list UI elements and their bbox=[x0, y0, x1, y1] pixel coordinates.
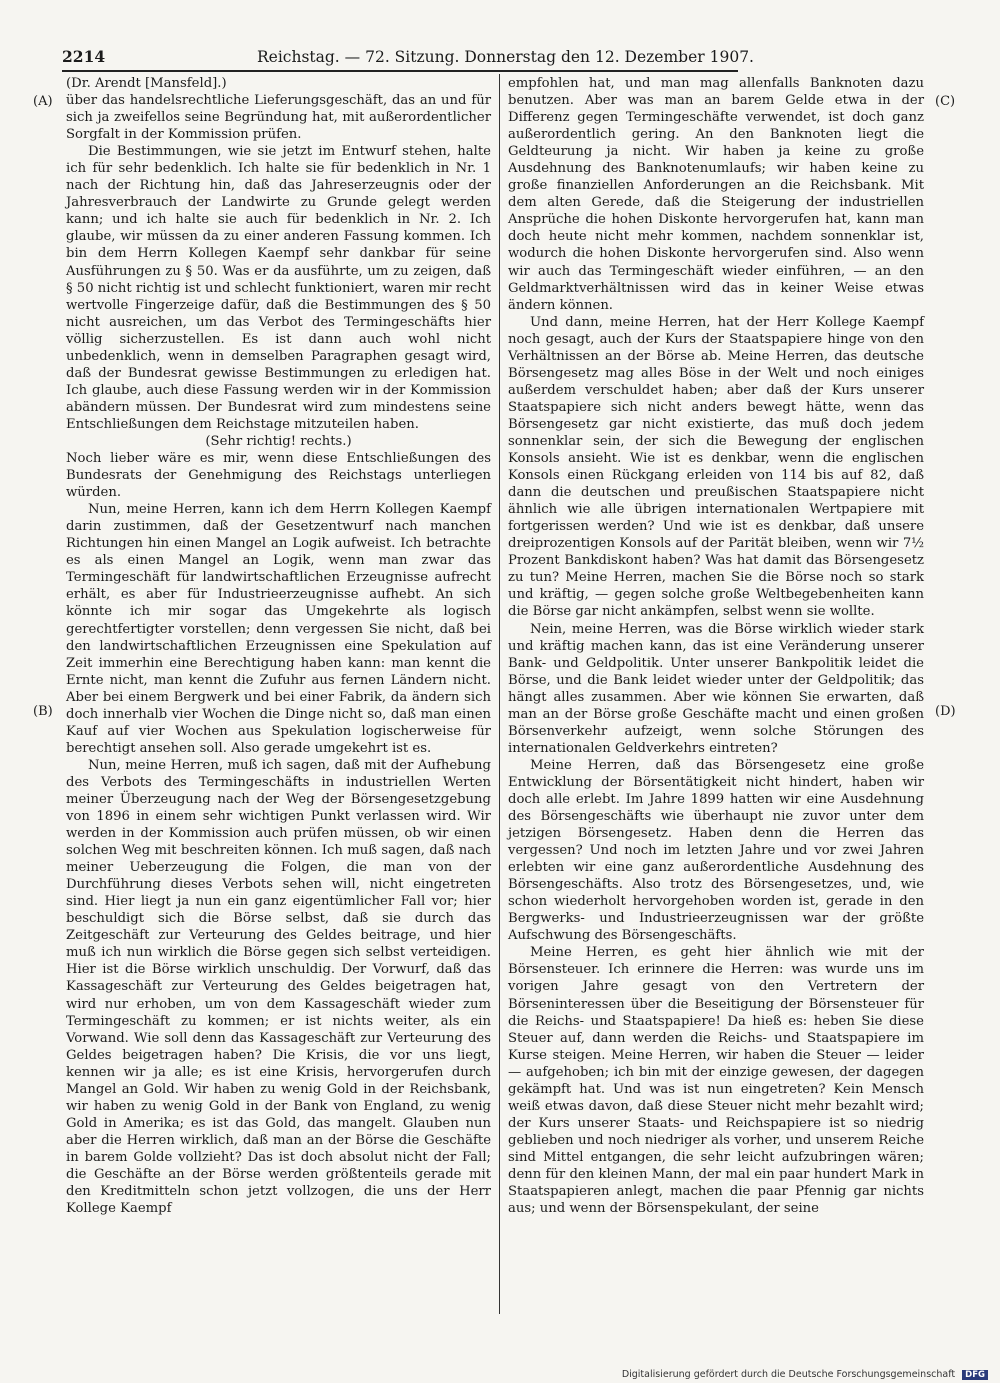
footer-text: Digitalisierung gefördert durch die Deutsche Forschungsgemeinschaft bbox=[621, 1369, 956, 1380]
interjection: (Sehr richtig! rechts.) bbox=[205, 433, 352, 449]
page-number: 2214 bbox=[62, 47, 106, 66]
paragraph: Nun, meine Herren, kann ich dem Herrn Kollegen Kaempf darin zustimmen, daß der Gesetzentwurf nach manchen Richtungen hin einen Mangel an Logik aufweist. Ich betrachte es als einen Mangel an Logik, wenn man zwar das Termingeschäft für landwirtschaftlichen Erzeugnisse aufrecht erhält, es aber für Industrieerzeugnisse aufhebt. An sich könnte ich mir sogar das Umgekehrte als logisch gerechtfertigter vorstellen; denn vergessen Sie nicht, daß bei den landwirtschaftlichen Erzeugnissen eine Spekulation auf Zeit immerhin eine Berechtigung haben kann: man kennt die Ernte nicht, man kennt die Zufuhr aus fernen Ländern nicht. Aber bei einem Bergwerk und bei einer Fabrik, da ändern sich doch innerhalb vier Wochen die Dinge nicht so, daß man einen Kauf auf vier Wochen aus Spekulation logischerweise für berechtigt ansehen soll. Also gerade umgekehrt ist es. bbox=[66, 502, 491, 756]
header-rule bbox=[62, 70, 738, 72]
column-divider bbox=[499, 74, 500, 1314]
footer-credit bbox=[622, 1369, 988, 1380]
margin-marker-c: (C) bbox=[935, 94, 956, 109]
paragraph: Die Bestimmungen, wie sie jetzt im Entwurf stehen, halte ich für sehr bedenklich. Ich halte sie für bedenklich in Nr. 1 nach der Richtung hin, daß das Jahreserzeugnis oder der Jahresverbrauch der Landwirte zu Grunde gelegt werden kann; und ich halte sie auch für bedenklich in Nr. 2. Ich glaube, wir müssen da zu einer anderen Fassung kommen. Ich bin dem Herrn Kollegen Kaempf sehr dankbar für seine Ausführungen zu § 50. Was er da ausführte, um zu zeigen, daß § 50 nicht richtig ist und schlecht funktioniert, waren mir recht wertvolle Fingerzeige dafür, daß die Bestimmungen des § 50 nicht ausreichen, um das Verbot des Termingeschäfts hier völlig sicherzustellen. Es ist dann auch wohl nicht unbedenklich, wenn in demselben Paragraphen gesagt wird, daß der Bundesrat gewisse Bestimmungen zu erledigen hat. Ich glaube, auch diese Fassung werden wir in der Kommission abändern müssen. Der Bundesrat wird zum mindestens seine Entschließungen dem Reichstage mitzuteilen haben. bbox=[66, 144, 491, 432]
paragraph: Meine Herren, daß das Börsengesetz eine große Entwicklung der Börsentätigkeit nicht hindert, haben wir doch alle erlebt. Im Jahre 1899 hatten wir eine Ausdehnung des Börsengeschäfts wie überhaupt nie zuvor unter dem jetzigen Börsengesetz. Haben denn die Herren das vergessen? Und noch im letzten Jahre und vor zwei Jahren erlebten wir eine ganz außerordentliche Ausdehnung des Börsengeschäfts. Also trotz des Börsengesetzes, und, wie schon wiederholt hervorgehoben worden ist, gerade in den Bergwerks- und Industrieerzeugnissen war der größte Aufschwung des Börsengeschäfts. bbox=[508, 757, 924, 944]
right-column bbox=[508, 75, 924, 1217]
margin-marker-b: (B) bbox=[33, 704, 53, 719]
margin-marker-a: (A) bbox=[33, 94, 53, 109]
paragraph: Noch lieber wäre es mir, wenn diese Entschließungen des Bundesrats der Genehmigung des Reichstags unterliegen würden. bbox=[66, 451, 491, 501]
speaker-line: (Dr. Arendt [Mansfeld].) bbox=[66, 76, 227, 91]
paragraph: Und dann, meine Herren, hat der Herr Kollege Kaempf noch gesagt, auch der Kurs der Staatspapiere hinge von den Verhältnissen an der Börse ab. Meine Herren, das deutsche Börsengesetz mag alles Böse in der Welt und noch einiges außerdem verschuldet haben; aber daß der Kurs unserer Staatspapiere sich nicht anders bewegt hätte, wenn das Börsengesetz gar nicht existierte, das muß doch jedem sonnenklar sein, der sich die Bewegung der englischen Konsols ansieht. Wie ist es denkbar, wenn die englischen Konsols einen Rückgang erleiden von 114 bis auf 82, daß dann die deutschen und preußischen Staatspapiere nicht ähnlich wie alle übrigen internationalen Wertpapiere mit fortgerissen werden? Und wie ist es denkbar, daß unsere dreiprozentigen Konsols auf der Parität bleiben, wenn wir 7½ Prozent Bankdiskont haben? Was hat damit das Börsengesetz zu tun? Meine Herren, machen Sie die Börse noch so stark und kräftig, — gegen solche große Weltbegebenheiten kann die Börse gar nicht ankämpfen, selbst wenn sie wollte. bbox=[508, 314, 924, 620]
paragraph: empfohlen hat, und man mag allenfalls Banknoten dazu benutzen. Aber was man an barem Gelde etwa in der Differenz gegen Termingeschäfte verwendet, ist doch ganz außerordentlich gering. An den Banknoten liegt die Geldteurung ja nicht. Wir haben ja keine zu große Ausdehnung des Banknotenumlaufs; wir haben keine zu große finanziellen Anforderungen an die Reichsbank. Mit dem alten Gerede, daß die Steigerung der industriellen Ansprüche die hohen Diskonte hervorgerufen hat, kann man doch heute nicht mehr kommen, nachdem sonnenklar ist, wodurch die hohen Diskonte hervorgerufen sind. Also wenn wir auch das Termingeschäft wieder einführen, — an den Geldmarktverhältnissen wird das in keiner Weise etwas ändern können. bbox=[508, 76, 924, 313]
paragraph: über das handelsrechtliche Lieferungsgeschäft, das an und für sich ja zweifellos seine Begründung hat, mit außerordentlicher Sorgfalt in der Kommission prüfen. bbox=[66, 93, 491, 143]
paragraph: Meine Herren, es geht hier ähnlich wie mit der Börsensteuer. Ich erinnere die Herren: was wurde uns im vorigen Jahre gesagt von den Vertretern der Börseninteressen über die Beseitigung der Börsensteuer für die Reichs- und Staatspapiere! Da hieß es: heben Sie diese Steuer auf, dann werden die Reichs- und Staatspapiere im Kurse steigen. Meine Herren, wir haben die Steuer — leider — aufgehoben; ich bin mit der einzige gewesen, der dagegen gekämpft hat. Und was ist nun eingetreten? Kein Mensch weiß etwas davon, daß diese Steuer nicht mehr bezahlt wird; der Kurs unserer Staats- und Reichspapiere ist so niedrig geblieben und noch niedriger als vorher, und unserem Reiche sind Mittel entgangen, die sehr leicht aufzubringen wären; denn für den kleinen Mann, der mal ein paar hundert Mark in Staatspapieren anlegt, machen die paar Pfennig gar nichts aus; und wenn der Börsenspekulant, der seine bbox=[508, 945, 924, 1217]
left-column bbox=[66, 75, 491, 1217]
running-title: Reichstag. — 72. Sitzung. Donnerstag den 12. Dezember 1907. bbox=[257, 48, 754, 66]
margin-marker-d: (D) bbox=[935, 704, 956, 719]
dfg-logo: DFG bbox=[962, 1370, 988, 1380]
paragraph: Nun, meine Herren, muß ich sagen, daß mit der Aufhebung des Verbots des Termingeschäfts in industriellen Werten meiner Überzeugung nach der Weg der Börsengesetzgebung von 1896 in einem sehr wichtigen Punkt verlassen wird. Wir werden in der Kommission auch prüfen müssen, ob wir einen solchen Weg mit beschreiten können. Ich muß sagen, daß nach meiner Ueberzeugung die Folgen, die man von der Durchführung dieses Verbots sehen will, nicht eingetreten sind. Hier liegt ja nun ein ganz eigentümlicher Fall vor; hier beschuldigt sich die Börse selbst, daß sie durch das Zeitgeschäft zur Verteurung des Geldes beitrage, und hier muß ich nun wirklich die Börse gegen sich selbst verteidigen. Hier ist die Börse wirklich unschuldig. Der Vorwurf, daß das Kassageschäft zur Verteurung des Geldes beigetragen hat, wird nur erhoben, um von dem Kassageschäft wieder zum Termingeschäft zu kommen; er ist nichts weiter, als ein Vorwand. Wie soll denn das Kassageschäft zur Verteurung des Geldes beigetragen haben? Die Krisis, die vor uns liegt, kennen wir ja alle; es ist eine Krisis, hervorgerufen durch Mangel an Gold. Wir haben zu wenig Gold in der Reichsbank, wir haben zu wenig Gold in der Bank von England, zu wenig Gold in Amerika; es ist das Gold, das mangelt. Glauben nun aber die Herren wirklich, daß man an der Börse die Geschäfte in barem Golde vollzieht? Das ist doch absolut nicht der Fall; die Geschäfte an der Börse werden größtenteils gerade mit den Kreditmitteln schon jetzt vollzogen, die uns der Herr Kollege Kaempf bbox=[66, 757, 491, 1217]
paragraph: Nein, meine Herren, was die Börse wirklich wieder stark und kräftig machen kann, das ist eine Veränderung unserer Bank- und Geldpolitik. Unter unserer Bankpolitik leidet die Börse, und die Bank leidet wieder unter der Geldpolitik; das hängt alles zusammen. Aber wie können Sie erwarten, daß man an der Börse große Geschäfte macht und einen großen Börsenverkehr aufzeigt, wenn solche Störungen des internationalen Geldverkehrs eintreten? bbox=[508, 621, 924, 756]
